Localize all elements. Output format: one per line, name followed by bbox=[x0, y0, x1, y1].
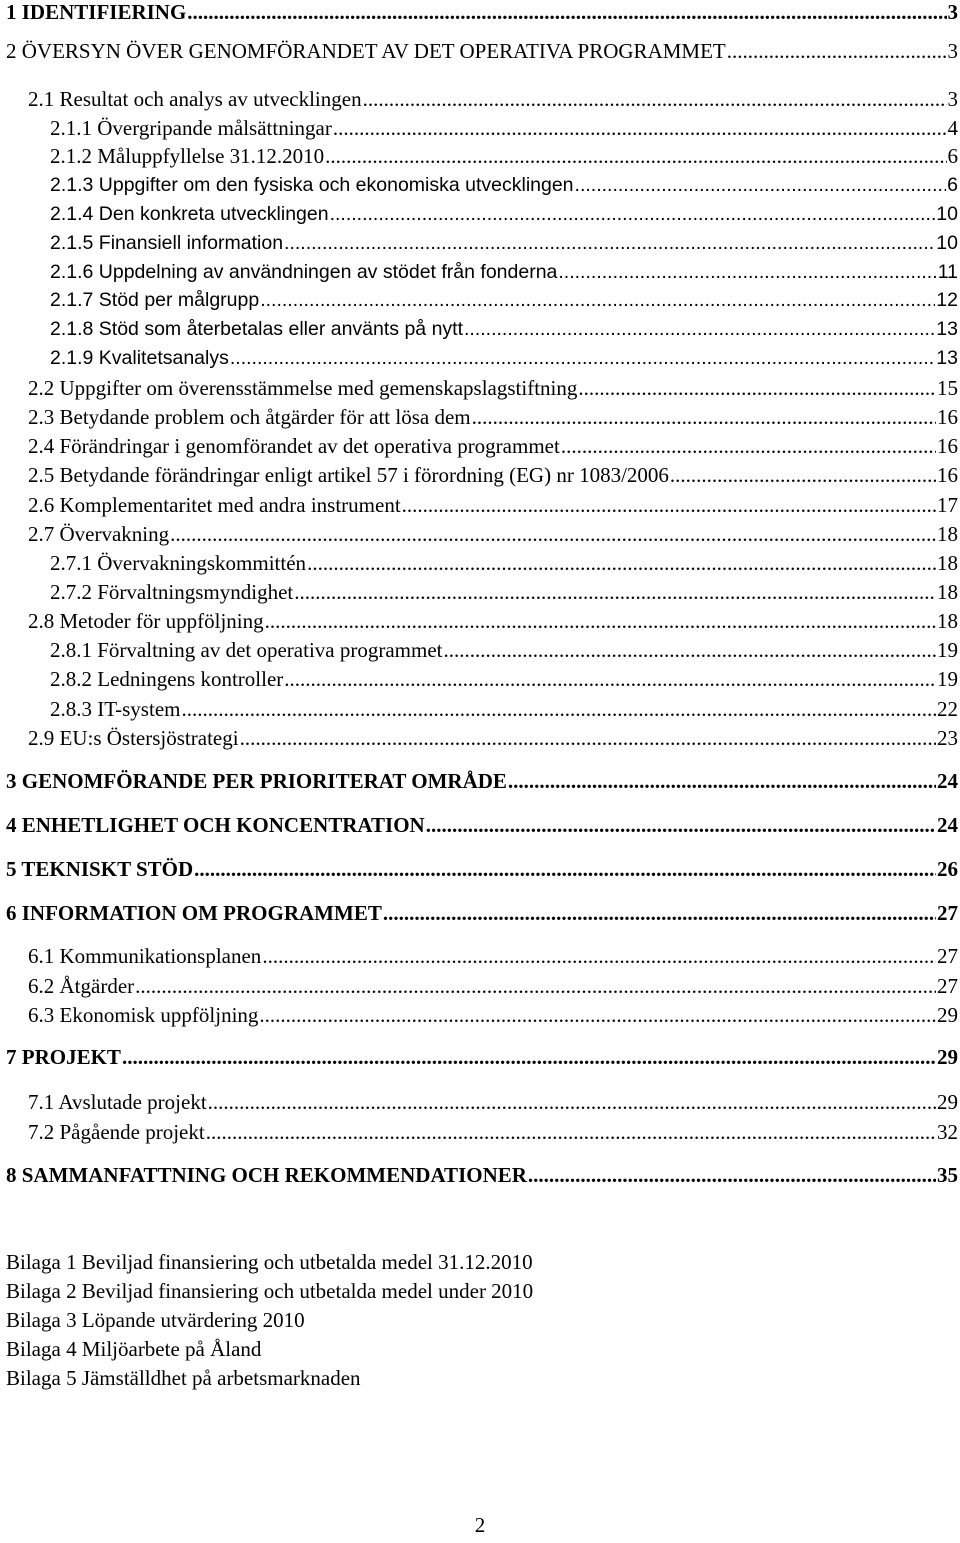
toc-entry-page: 19 bbox=[937, 667, 958, 691]
dot-leader bbox=[260, 286, 935, 314]
dot-leader bbox=[284, 229, 935, 257]
dot-leader bbox=[472, 403, 936, 431]
dot-leader bbox=[727, 37, 947, 65]
toc-entry-page: 29 bbox=[937, 1003, 958, 1027]
toc-entry[interactable] bbox=[0, 1118, 958, 1146]
dot-leader bbox=[383, 899, 936, 927]
toc-entry[interactable] bbox=[0, 200, 958, 228]
dot-leader bbox=[330, 200, 936, 228]
toc-entry-label: 2.1.8 Stöd som återbetalas eller använts på nytt bbox=[50, 318, 463, 340]
toc-entry[interactable] bbox=[0, 1043, 958, 1071]
toc-entry-label: 2.8.3 IT-system bbox=[50, 697, 181, 721]
dot-leader bbox=[307, 549, 936, 577]
dot-leader bbox=[181, 695, 936, 723]
toc-entry-page: 11 bbox=[937, 261, 958, 283]
toc-entry-page: 12 bbox=[936, 289, 958, 311]
toc-entry-page: 19 bbox=[937, 638, 958, 662]
dot-leader bbox=[122, 1043, 936, 1071]
toc-entry-page: 4 bbox=[947, 116, 958, 140]
toc-entry-page: 10 bbox=[936, 203, 958, 225]
toc-entry-page: 17 bbox=[937, 493, 958, 517]
toc-entry-label: 2.1.3 Uppgifter om den fysiska och ekonomiska utvecklingen bbox=[50, 174, 574, 196]
toc-entry[interactable] bbox=[0, 0, 958, 26]
toc-entry-label: 6.3 Ekonomisk uppföljning bbox=[28, 1003, 259, 1027]
toc-entry-label: 2.1.7 Stöd per målgrupp bbox=[50, 289, 260, 311]
dot-leader bbox=[528, 1161, 936, 1189]
dot-leader bbox=[561, 432, 936, 460]
dot-leader bbox=[208, 1088, 936, 1116]
toc-entry[interactable] bbox=[0, 315, 958, 343]
toc-entry[interactable] bbox=[0, 1161, 958, 1189]
toc-entry-page: 13 bbox=[936, 318, 958, 340]
appendix-item: Bilaga 5 Jämställdhet på arbetsmarknaden bbox=[6, 1366, 361, 1390]
toc-entry-label: 2.7.1 Övervakningskommittén bbox=[50, 551, 307, 575]
dot-leader bbox=[194, 855, 936, 883]
toc-entry-label: 2.3 Betydande problem och åtgärder för att lösa dem bbox=[28, 405, 471, 429]
toc-entry[interactable] bbox=[0, 432, 958, 460]
toc-entry-page: 16 bbox=[937, 405, 958, 429]
dot-leader bbox=[206, 1118, 936, 1146]
toc-entry[interactable] bbox=[0, 461, 958, 489]
dot-leader bbox=[558, 258, 936, 286]
dot-leader bbox=[240, 724, 936, 752]
toc-entry-label: 2.4 Förändringar i genomförandet av det operativa programmet bbox=[28, 434, 560, 458]
dot-leader bbox=[443, 636, 936, 664]
toc-entry-page: 3 bbox=[947, 87, 958, 111]
toc-entry[interactable] bbox=[0, 491, 958, 519]
toc-entry[interactable] bbox=[0, 899, 958, 927]
toc-entry-page: 24 bbox=[937, 813, 958, 837]
toc-entry-page: 29 bbox=[937, 1090, 958, 1114]
dot-leader bbox=[508, 767, 936, 795]
toc-entry-page: 16 bbox=[937, 434, 958, 458]
toc-entry[interactable] bbox=[0, 1001, 958, 1029]
toc-entry-label: 6.2 Åtgärder bbox=[28, 974, 135, 998]
dot-leader bbox=[325, 142, 946, 170]
toc-entry-page: 23 bbox=[937, 726, 958, 750]
toc-entry[interactable] bbox=[0, 549, 958, 577]
toc-entry-page: 10 bbox=[936, 232, 958, 254]
toc-entry-page: 16 bbox=[937, 463, 958, 487]
dot-leader bbox=[265, 607, 936, 635]
dot-leader bbox=[284, 665, 936, 693]
toc-entry-page: 18 bbox=[937, 551, 958, 575]
toc-entry-label: 7.2 Pågående projekt bbox=[28, 1120, 205, 1144]
toc-entry-page: 18 bbox=[937, 580, 958, 604]
toc-entry-page: 3 bbox=[947, 39, 958, 63]
toc-entry-label: 6 INFORMATION OM PROGRAMMET bbox=[6, 901, 382, 925]
toc-entry-page: 15 bbox=[937, 376, 958, 400]
toc-entry[interactable] bbox=[0, 403, 958, 431]
toc-entry[interactable] bbox=[0, 855, 958, 883]
toc-entry-label: 2.8 Metoder för uppföljning bbox=[28, 609, 264, 633]
toc-entry-label: 1 IDENTIFIERING bbox=[6, 0, 187, 24]
toc-entry[interactable] bbox=[0, 258, 958, 286]
toc-entry[interactable] bbox=[0, 374, 958, 402]
toc-entry-page: 18 bbox=[937, 609, 958, 633]
toc-entry[interactable] bbox=[0, 85, 958, 113]
toc-entry-label: 2.7 Övervakning bbox=[28, 522, 170, 546]
toc-entry-page: 35 bbox=[937, 1163, 958, 1187]
toc-entry-page: 18 bbox=[937, 522, 958, 546]
toc-entry-label: 2.1.2 Måluppfyllelse 31.12.2010 bbox=[50, 144, 325, 168]
toc-entry-page: 6 bbox=[947, 174, 958, 196]
dot-leader bbox=[170, 520, 936, 548]
toc-entry[interactable] bbox=[0, 286, 958, 314]
toc-entry-label: 5 TEKNISKT STÖD bbox=[6, 857, 194, 881]
toc-entry[interactable] bbox=[0, 665, 958, 693]
dot-leader bbox=[294, 578, 936, 606]
toc-entry[interactable] bbox=[0, 607, 958, 635]
toc-entry-page: 26 bbox=[937, 857, 958, 881]
dot-leader bbox=[333, 114, 947, 142]
appendix-item: Bilaga 4 Miljöarbete på Åland bbox=[6, 1337, 262, 1361]
dot-leader bbox=[262, 942, 936, 970]
toc-entry-label: 2.1.6 Uppdelning av användningen av stödet från fonderna bbox=[50, 261, 558, 283]
toc-entry-label: 2.9 EU:s Östersjöstrategi bbox=[28, 726, 239, 750]
toc-entry-label: 4 ENHETLIGHET OCH KONCENTRATION bbox=[6, 813, 425, 837]
toc-entry[interactable] bbox=[0, 811, 958, 839]
dot-leader bbox=[578, 374, 936, 402]
toc-entry[interactable] bbox=[0, 229, 958, 257]
dot-leader bbox=[464, 315, 935, 343]
toc-entry-label: 2.1.4 Den konkreta utvecklingen bbox=[50, 203, 329, 225]
toc-entry-page: 32 bbox=[937, 1120, 958, 1144]
toc-entry-label: 7.1 Avslutade projekt bbox=[28, 1090, 207, 1114]
toc-entry-label: 6.1 Kommunikationsplanen bbox=[28, 944, 262, 968]
toc-entry[interactable] bbox=[0, 636, 958, 664]
toc-entry-label: 2.5 Betydande förändringar enligt artikel 57 i förordning (EG) nr 1083/2006 bbox=[28, 463, 669, 487]
toc-entry-page: 13 bbox=[936, 347, 958, 369]
toc-entry[interactable] bbox=[0, 142, 958, 170]
toc-entry-label: 3 GENOMFÖRANDE PER PRIORITERAT OMRÅDE bbox=[6, 769, 507, 793]
toc-entry[interactable] bbox=[0, 1088, 958, 1116]
toc-entry-page: 27 bbox=[937, 944, 958, 968]
toc-entry[interactable] bbox=[0, 972, 958, 1000]
toc-entry-label: 2.6 Komplementaritet med andra instrument bbox=[28, 493, 401, 517]
dot-leader bbox=[670, 461, 936, 489]
appendix-item: Bilaga 3 Löpande utvärdering 2010 bbox=[6, 1308, 305, 1332]
page-number: 2 bbox=[474, 1513, 486, 1537]
dot-leader bbox=[135, 972, 936, 1000]
toc-entry-label: 7 PROJEKT bbox=[6, 1045, 121, 1069]
toc-entry-label: 2.1.9 Kvalitetsanalys bbox=[50, 347, 229, 369]
toc-entry-label: 2.1 Resultat och analys av utvecklingen bbox=[28, 87, 362, 111]
toc-entry-label: 8 SAMMANFATTNING OCH REKOMMENDATIONER bbox=[6, 1163, 527, 1187]
dot-leader bbox=[426, 811, 936, 839]
toc-entry[interactable] bbox=[0, 171, 958, 199]
toc-entry[interactable] bbox=[0, 578, 958, 606]
toc-entry-label: 2 ÖVERSYN ÖVER GENOMFÖRANDET AV DET OPERATIVA PROGRAMMET bbox=[6, 39, 726, 63]
toc-entry[interactable] bbox=[0, 767, 958, 795]
toc-entry[interactable] bbox=[0, 942, 958, 970]
toc-entry[interactable] bbox=[0, 695, 958, 723]
dot-leader bbox=[230, 344, 935, 372]
toc-entry-page: 24 bbox=[937, 769, 958, 793]
dot-leader bbox=[575, 171, 947, 199]
toc-entry-page: 6 bbox=[947, 144, 958, 168]
toc-entry[interactable] bbox=[0, 114, 958, 142]
dot-leader bbox=[187, 0, 946, 26]
appendix-item: Bilaga 1 Beviljad finansiering och utbetalda medel 31.12.2010 bbox=[6, 1250, 533, 1274]
toc-entry-label: 2.8.1 Förvaltning av det operativa programmet bbox=[50, 638, 443, 662]
toc-entry-page: 27 bbox=[937, 901, 958, 925]
toc-entry-label: 2.7.2 Förvaltningsmyndighet bbox=[50, 580, 294, 604]
toc-entry-label: 2.2 Uppgifter om överensstämmelse med gemenskapslagstiftning bbox=[28, 376, 578, 400]
toc-entry-page: 22 bbox=[937, 697, 958, 721]
dot-leader bbox=[402, 491, 936, 519]
toc-entry[interactable] bbox=[0, 520, 958, 548]
toc-entry-label: 2.8.2 Ledningens kontroller bbox=[50, 667, 284, 691]
appendix-item: Bilaga 2 Beviljad finansiering och utbetalda medel under 2010 bbox=[6, 1279, 534, 1303]
toc-entry[interactable] bbox=[0, 344, 958, 372]
toc-entry[interactable] bbox=[0, 37, 958, 65]
toc-entry[interactable] bbox=[0, 724, 958, 752]
toc-entry-page: 3 bbox=[947, 0, 958, 24]
toc-entry-label: 2.1.1 Övergripande målsättningar bbox=[50, 116, 332, 140]
dot-leader bbox=[259, 1001, 936, 1029]
dot-leader bbox=[363, 85, 947, 113]
toc-entry-page: 29 bbox=[937, 1045, 958, 1069]
toc-entry-label: 2.1.5 Finansiell information bbox=[50, 232, 284, 254]
toc-entry-page: 27 bbox=[937, 974, 958, 998]
